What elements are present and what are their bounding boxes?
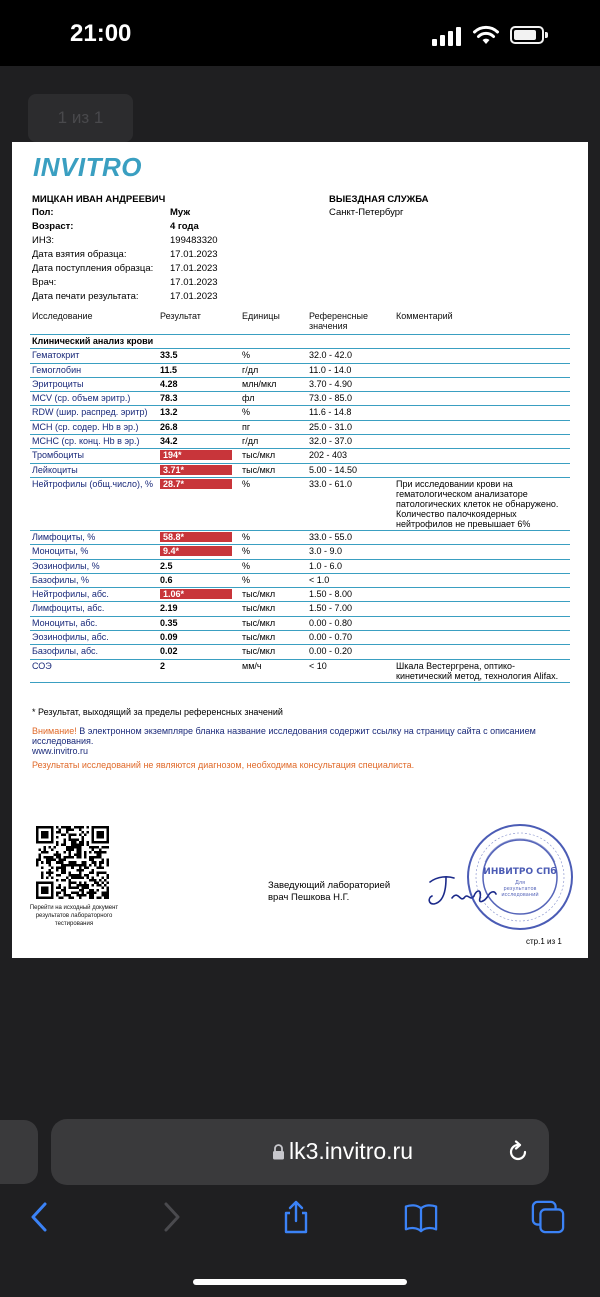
lab-report-document xyxy=(12,142,588,958)
svg-text:результатов: результатов xyxy=(503,886,537,892)
patient-field-value: Муж xyxy=(170,207,191,218)
table-row xyxy=(30,559,570,573)
page-number: стр.1 из 1 xyxy=(526,937,562,946)
table-row xyxy=(30,645,570,659)
lock-icon xyxy=(272,1144,285,1160)
service-info xyxy=(329,194,429,218)
analyte-name[interactable]: Тромбоциты xyxy=(30,449,158,463)
home-indicator[interactable] xyxy=(193,1279,407,1285)
table-header-row xyxy=(30,310,570,335)
comment: При исследовании крови на гематологическом анализаторе патологических клеток не обнаружено. Количество палочкоядерных нейтрофилов не превышает 6% xyxy=(394,477,570,530)
patient-info xyxy=(32,194,332,305)
reference-range: 0.00 - 0.80 xyxy=(307,616,394,630)
result-value: 33.5 xyxy=(158,349,240,363)
analyte-name[interactable]: MCH (ср. содер. Hb в эр.) xyxy=(30,420,158,434)
reference-range: 202 - 403 xyxy=(307,449,394,463)
analyte-name[interactable]: RDW (шир. распред. эритр) xyxy=(30,406,158,420)
patient-field xyxy=(32,291,332,305)
result-value xyxy=(158,477,240,530)
out-of-range-result: 1.06* xyxy=(160,589,232,599)
units: % xyxy=(240,530,307,544)
units: млн/мкл xyxy=(240,377,307,391)
analyte-name[interactable]: Эозинофилы, % xyxy=(30,559,158,573)
table-row xyxy=(30,602,570,616)
result-value: 0.35 xyxy=(158,616,240,630)
analyte-name[interactable]: Базофилы, % xyxy=(30,573,158,587)
reference-range: 32.0 - 42.0 xyxy=(307,349,394,363)
out-of-range-result: 3.71* xyxy=(160,465,232,475)
comment xyxy=(394,392,570,406)
result-value: 4.28 xyxy=(158,377,240,391)
wifi-icon xyxy=(472,24,500,46)
svg-text:ИНВИТРО СПб: ИНВИТРО СПб xyxy=(483,867,557,877)
patient-field-label: ИНЗ: xyxy=(32,235,55,246)
result-value xyxy=(158,588,240,602)
units: тыс/мкл xyxy=(240,631,307,645)
table-row xyxy=(30,573,570,587)
table-row xyxy=(30,363,570,377)
comment xyxy=(394,545,570,559)
footnote: * Результат, выходящий за пределы референсных значений xyxy=(32,707,283,717)
table-row xyxy=(30,435,570,449)
analyte-name[interactable]: Гематокрит xyxy=(30,349,158,363)
out-of-range-result: 28.7* xyxy=(160,479,232,489)
patient-field-value: 17.01.2023 xyxy=(170,277,218,288)
previous-tab-preview[interactable] xyxy=(0,1120,38,1184)
result-value xyxy=(158,463,240,477)
units: тыс/мкл xyxy=(240,449,307,463)
table-row xyxy=(30,616,570,630)
head-of-lab xyxy=(268,880,390,904)
table-row xyxy=(30,449,570,463)
result-value xyxy=(158,449,240,463)
patient-name: МИЦКАН ИВАН АНДРЕЕВИЧ xyxy=(32,194,166,205)
table-row xyxy=(30,377,570,391)
reference-range: 1.0 - 6.0 xyxy=(307,559,394,573)
head-of-lab-name: врач Пешкова Н.Г. xyxy=(268,892,350,903)
share-icon[interactable] xyxy=(279,1200,313,1234)
result-value xyxy=(158,545,240,559)
tabs-icon[interactable] xyxy=(531,1200,565,1234)
address-bar[interactable] xyxy=(51,1119,549,1185)
comment xyxy=(394,363,570,377)
column-header: Комментарий xyxy=(394,310,570,335)
analyte-name[interactable]: Эритроциты xyxy=(30,377,158,391)
result-value: 0.09 xyxy=(158,631,240,645)
table-row xyxy=(30,477,570,530)
result-value: 2 xyxy=(158,659,240,682)
reference-range: 3.0 - 9.0 xyxy=(307,545,394,559)
comment xyxy=(394,588,570,602)
comment xyxy=(394,530,570,544)
comment xyxy=(394,559,570,573)
reference-range: 33.0 - 55.0 xyxy=(307,530,394,544)
reference-range: 11.0 - 14.0 xyxy=(307,363,394,377)
patient-field-label: Дата поступления образца: xyxy=(32,263,154,274)
column-header: Единицы xyxy=(240,310,307,335)
units: % xyxy=(240,559,307,573)
patient-field xyxy=(32,263,332,277)
result-value: 26.8 xyxy=(158,420,240,434)
cellular-signal-icon xyxy=(432,26,464,46)
reference-range: 25.0 - 31.0 xyxy=(307,420,394,434)
analyte-name[interactable]: Нейтрофилы, абс. xyxy=(30,588,158,602)
analyte-name[interactable]: MCHC (ср. конц. Hb в эр.) xyxy=(30,435,158,449)
browser-bottom-bar xyxy=(0,1104,600,1297)
svg-text:исследований: исследований xyxy=(501,892,539,898)
table-row xyxy=(30,659,570,682)
units: г/дл xyxy=(240,363,307,377)
consult-note: Результаты исследований не являются диагнозом, необходима консультация специалиста. xyxy=(32,760,415,770)
reference-range: 5.00 - 14.50 xyxy=(307,463,394,477)
reference-range: 3.70 - 4.90 xyxy=(307,377,394,391)
comment xyxy=(394,602,570,616)
table-row xyxy=(30,392,570,406)
out-of-range-result: 9.4* xyxy=(160,546,232,556)
column-header: Референсные значения xyxy=(307,310,394,335)
comment xyxy=(394,435,570,449)
section-title: Клинический анализ крови xyxy=(30,335,570,349)
units: % xyxy=(240,573,307,587)
table-row xyxy=(30,631,570,645)
out-of-range-result: 194* xyxy=(160,450,232,460)
units: мм/ч xyxy=(240,659,307,682)
comment xyxy=(394,616,570,630)
units: пг xyxy=(240,420,307,434)
patient-field xyxy=(32,207,332,221)
comment: Шкала Вестергрена, оптико-кинетический метод, технология Alifax. xyxy=(394,659,570,682)
analyte-name[interactable]: Эозинофилы, абс. xyxy=(30,631,158,645)
comment xyxy=(394,349,570,363)
result-value: 0.6 xyxy=(158,573,240,587)
patient-field xyxy=(32,221,332,235)
table-row xyxy=(30,545,570,559)
table-row xyxy=(30,588,570,602)
analyte-name[interactable]: Лимфоциты, абс. xyxy=(30,602,158,616)
patient-field-value: 17.01.2023 xyxy=(170,249,218,260)
units: тыс/мкл xyxy=(240,602,307,616)
patient-field-value: 17.01.2023 xyxy=(170,263,218,274)
status-bar xyxy=(0,0,600,66)
reference-range: 0.00 - 0.70 xyxy=(307,631,394,645)
result-value: 34.2 xyxy=(158,435,240,449)
reference-range: < 1.0 xyxy=(307,573,394,587)
table-row xyxy=(30,463,570,477)
comment xyxy=(394,420,570,434)
status-time: 21:00 xyxy=(70,20,132,47)
service-title: ВЫЕЗДНАЯ СЛУЖБА xyxy=(329,194,429,205)
analyte-name[interactable]: Нейтрофилы (общ.число), % xyxy=(30,477,158,530)
comment xyxy=(394,631,570,645)
units: тыс/мкл xyxy=(240,463,307,477)
results-table xyxy=(30,310,570,683)
reference-range: < 10 xyxy=(307,659,394,682)
reference-range: 32.0 - 37.0 xyxy=(307,435,394,449)
reference-range: 73.0 - 85.0 xyxy=(307,392,394,406)
table-row xyxy=(30,406,570,420)
patient-field-value: 199483320 xyxy=(170,235,218,246)
units: тыс/мкл xyxy=(240,588,307,602)
analyte-name[interactable]: Гемоглобин xyxy=(30,363,158,377)
patient-field-label: Пол: xyxy=(32,207,54,218)
result-value: 0.02 xyxy=(158,645,240,659)
page-indicator: 1 из 1 xyxy=(28,94,133,142)
attention-text: В электронном экземпляре бланка название исследования содержит ссылку на страницу сайта с описанием исследования. xyxy=(32,726,536,746)
analyte-name[interactable]: СОЭ xyxy=(30,659,158,682)
back-icon[interactable] xyxy=(23,1200,57,1234)
units: тыс/мкл xyxy=(240,616,307,630)
reference-range: 1.50 - 8.00 xyxy=(307,588,394,602)
section-row xyxy=(30,335,570,349)
result-value: 2.19 xyxy=(158,602,240,616)
column-header: Результат xyxy=(158,310,240,335)
head-of-lab-title: Заведующий лабораторией xyxy=(268,880,391,891)
patient-field-label: Возраст: xyxy=(32,221,74,232)
reload-icon[interactable] xyxy=(505,1139,531,1165)
analyte-name[interactable]: Моноциты, абс. xyxy=(30,616,158,630)
lab-stamp-icon xyxy=(465,822,575,932)
patient-field xyxy=(32,277,332,291)
qr-caption: Перейти на исходный документ результатов лабораторного тестирования xyxy=(29,905,119,927)
table-row xyxy=(30,349,570,363)
site-link[interactable]: www.invitro.ru xyxy=(32,746,89,756)
units: % xyxy=(240,477,307,530)
patient-field xyxy=(32,235,332,249)
units: % xyxy=(240,545,307,559)
analyte-name[interactable]: Моноциты, % xyxy=(30,545,158,559)
invitro-logo: INVITRO xyxy=(33,152,142,182)
attention-word: Внимание! xyxy=(32,726,77,736)
reference-range: 33.0 - 61.0 xyxy=(307,477,394,530)
result-value: 78.3 xyxy=(158,392,240,406)
units: г/дл xyxy=(240,435,307,449)
patient-field-label: Врач: xyxy=(32,277,57,288)
reference-range: 1.50 - 7.00 xyxy=(307,602,394,616)
result-value: 2.5 xyxy=(158,559,240,573)
qr-code-icon[interactable] xyxy=(36,826,109,899)
patient-field-label: Дата печати результата: xyxy=(32,291,139,302)
analyte-name[interactable]: Лимфоциты, % xyxy=(30,530,158,544)
comment xyxy=(394,463,570,477)
out-of-range-result: 58.8* xyxy=(160,532,232,542)
analyte-name[interactable]: Базофилы, абс. xyxy=(30,645,158,659)
reference-range: 11.6 - 14.8 xyxy=(307,406,394,420)
result-value: 11.5 xyxy=(158,363,240,377)
attention-note xyxy=(32,726,577,756)
patient-field-value: 17.01.2023 xyxy=(170,291,218,302)
table-row xyxy=(30,420,570,434)
service-city: Санкт-Петербург xyxy=(329,207,404,218)
forward-icon[interactable] xyxy=(154,1200,188,1234)
result-value: 13.2 xyxy=(158,406,240,420)
comment xyxy=(394,377,570,391)
comment xyxy=(394,449,570,463)
patient-field-value: 4 года xyxy=(170,221,199,232)
result-value xyxy=(158,530,240,544)
battery-icon xyxy=(510,26,544,44)
column-header: Исследование xyxy=(30,310,158,335)
comment xyxy=(394,573,570,587)
comment xyxy=(394,645,570,659)
patient-field xyxy=(32,249,332,263)
bookmarks-icon[interactable] xyxy=(404,1200,438,1234)
units: % xyxy=(240,349,307,363)
units: фл xyxy=(240,392,307,406)
units: тыс/мкл xyxy=(240,645,307,659)
patient-field-label: Дата взятия образца: xyxy=(32,249,127,260)
comment xyxy=(394,406,570,420)
svg-text:Для: Для xyxy=(514,880,526,886)
reference-range: 0.00 - 0.20 xyxy=(307,645,394,659)
table-row xyxy=(30,530,570,544)
url-text: lk3.invitro.ru xyxy=(289,1138,413,1164)
analyte-name[interactable]: Лейкоциты xyxy=(30,463,158,477)
units: % xyxy=(240,406,307,420)
analyte-name[interactable]: MCV (ср. объем эритр.) xyxy=(30,392,158,406)
